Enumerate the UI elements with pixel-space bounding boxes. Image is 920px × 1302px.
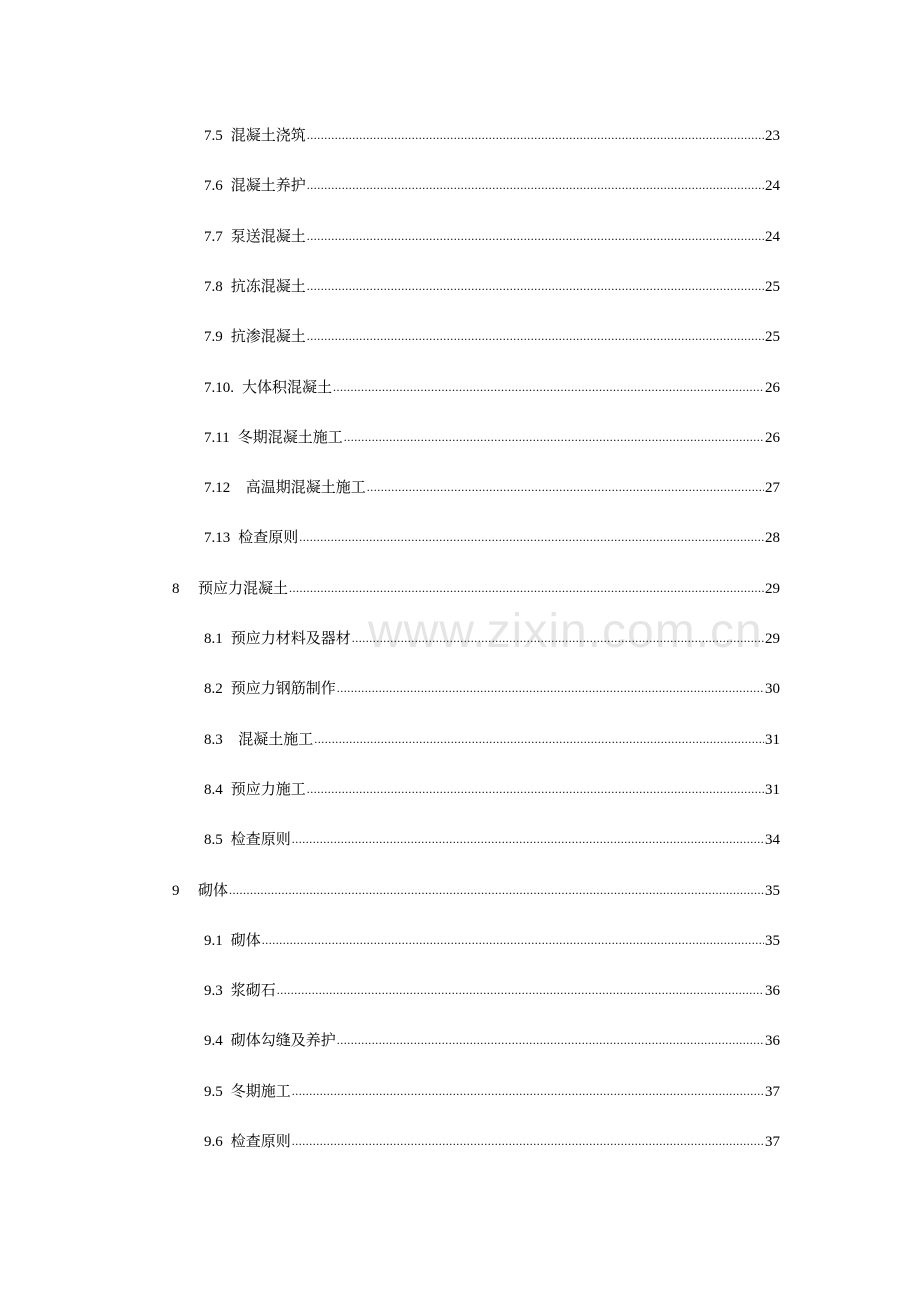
toc-entry-title: 泵送混凝土 bbox=[230, 228, 306, 245]
toc-dot-leader bbox=[292, 827, 764, 851]
toc-dot-leader bbox=[277, 978, 764, 1002]
toc-entry-page-number: 37 bbox=[765, 1083, 780, 1100]
toc-entry-title: 大体积混凝土 bbox=[242, 379, 333, 396]
toc-dot-leader bbox=[292, 1129, 764, 1153]
toc-dot-leader bbox=[352, 626, 764, 650]
toc-entry-number: 7.13 bbox=[204, 530, 231, 547]
toc-entry-page-number: 31 bbox=[765, 731, 780, 748]
toc-dot-leader bbox=[307, 123, 764, 147]
toc-entry-number: 8 bbox=[172, 580, 180, 597]
toc-entry-page-number: 25 bbox=[765, 329, 780, 346]
toc-entry-number: 9.4 bbox=[204, 1033, 223, 1050]
toc-entry-title: 浆砌石 bbox=[230, 983, 276, 1000]
toc-entry[interactable] bbox=[204, 275, 780, 299]
toc-entry-title: 砌体 bbox=[198, 882, 229, 899]
toc-entry-page-number: 35 bbox=[765, 932, 780, 949]
toc-entry[interactable] bbox=[204, 426, 780, 450]
toc-entry-page-number: 23 bbox=[765, 128, 780, 144]
toc-entry-page-number: 37 bbox=[765, 1134, 780, 1150]
toc-entry-page-number: 29 bbox=[765, 631, 780, 647]
toc-entry-number: 8.5 bbox=[204, 832, 223, 849]
toc-dot-leader bbox=[314, 727, 764, 751]
toc-entry-page-number: 26 bbox=[765, 429, 780, 446]
toc-entry[interactable] bbox=[204, 325, 780, 349]
toc-dot-leader bbox=[307, 224, 764, 248]
toc-entry-page-number: 30 bbox=[765, 681, 780, 698]
toc-dot-leader bbox=[307, 324, 764, 348]
toc-entry-number: 9 bbox=[172, 882, 180, 899]
toc-entry-number: 9.1 bbox=[204, 932, 223, 949]
toc-entry-title: 砌体勾缝及养护 bbox=[230, 1033, 336, 1050]
toc-entry-number: 7.6 bbox=[204, 178, 223, 195]
toc-dot-leader bbox=[307, 274, 764, 298]
toc-dot-leader bbox=[337, 1028, 764, 1052]
toc-entry-number: 9.5 bbox=[204, 1083, 223, 1100]
toc-entry[interactable] bbox=[204, 1130, 780, 1154]
toc-entry-page-number: 28 bbox=[765, 530, 780, 547]
toc-entry-number: 7.9 bbox=[204, 329, 223, 346]
toc-entry[interactable] bbox=[172, 879, 780, 903]
toc-entry-number: 7.5 bbox=[204, 128, 223, 144]
toc-entry-title: 预应力钢筋制作 bbox=[230, 681, 336, 698]
toc-entry-number: 8.2 bbox=[204, 681, 223, 698]
toc-entry-title: 检查原则 bbox=[238, 530, 299, 547]
toc-dot-leader bbox=[299, 525, 764, 549]
toc-entry-title: 高温期混凝土施工 bbox=[238, 480, 366, 497]
toc-dot-leader bbox=[307, 173, 764, 197]
toc-entry[interactable] bbox=[204, 476, 780, 500]
toc-dot-leader bbox=[333, 375, 764, 399]
toc-entry[interactable] bbox=[204, 728, 780, 752]
toc-entry-title: 混凝土浇筑 bbox=[230, 128, 306, 144]
toc-dot-leader bbox=[262, 928, 764, 952]
toc-entry-number: 7.11 bbox=[204, 429, 230, 446]
toc-dot-leader bbox=[344, 425, 764, 449]
toc-entry-page-number: 35 bbox=[765, 882, 780, 899]
toc-entry[interactable] bbox=[204, 225, 780, 249]
toc-entry-title: 预应力混凝土 bbox=[198, 580, 289, 597]
toc-entry-page-number: 36 bbox=[765, 983, 780, 1000]
toc-entry-page-number: 34 bbox=[765, 832, 780, 849]
toc-entry[interactable] bbox=[204, 677, 780, 701]
toc-entry-title: 检查原则 bbox=[230, 1134, 291, 1150]
toc-entry-title: 预应力施工 bbox=[230, 781, 306, 798]
toc-entry-title: 混凝土养护 bbox=[230, 178, 306, 195]
toc-entry-title: 检查原则 bbox=[230, 832, 291, 849]
toc-entry[interactable] bbox=[204, 1029, 780, 1053]
toc-entry-page-number: 36 bbox=[765, 1033, 780, 1050]
toc-entry-number: 8.4 bbox=[204, 781, 223, 798]
toc-entry-number: 9.3 bbox=[204, 983, 223, 1000]
toc-dot-leader bbox=[337, 676, 764, 700]
toc-entry-number: 7.8 bbox=[204, 278, 223, 295]
toc-entry-page-number: 25 bbox=[765, 278, 780, 295]
toc-entry-title: 抗渗混凝土 bbox=[230, 329, 306, 346]
toc-entry-number: 8.3 bbox=[204, 731, 223, 748]
toc-entry-number: 7.7 bbox=[204, 228, 223, 245]
toc-entry-title: 混凝土施工 bbox=[230, 731, 314, 748]
toc-entry[interactable] bbox=[204, 979, 780, 1003]
toc-entry-number: 9.6 bbox=[204, 1134, 223, 1150]
toc-entry-title: 冬期混凝土施工 bbox=[237, 429, 343, 446]
toc-dot-leader bbox=[289, 576, 764, 600]
toc-entry-page-number: 29 bbox=[765, 580, 780, 597]
toc-entry-page-number: 31 bbox=[765, 781, 780, 798]
toc-entry-page-number: 27 bbox=[765, 480, 780, 497]
toc-entry-page-number: 24 bbox=[765, 178, 780, 195]
toc-entry-number: 7.10. bbox=[204, 379, 234, 396]
toc-entry-title: 抗冻混凝土 bbox=[230, 278, 306, 295]
toc-entry[interactable] bbox=[204, 778, 780, 802]
toc-entry-title: 预应力材料及器材 bbox=[230, 631, 351, 647]
toc-dot-leader bbox=[292, 1079, 764, 1103]
toc-entry-number: 7.12 bbox=[204, 480, 231, 497]
toc-entry-page-number: 24 bbox=[765, 228, 780, 245]
toc-entry-title: 砌体 bbox=[230, 932, 261, 949]
toc-entry[interactable] bbox=[204, 828, 780, 852]
toc-entry-title: 冬期施工 bbox=[230, 1083, 291, 1100]
toc-entry[interactable] bbox=[204, 1080, 780, 1104]
toc-entry-page-number: 26 bbox=[765, 379, 780, 396]
toc-entry[interactable] bbox=[204, 376, 780, 400]
toc-entry[interactable] bbox=[172, 577, 780, 601]
toc-entry[interactable] bbox=[204, 124, 780, 148]
watermark: www.zixin.com.cn bbox=[368, 605, 763, 658]
toc-entry[interactable] bbox=[204, 174, 780, 198]
toc-dot-leader bbox=[367, 475, 764, 499]
toc-entry[interactable] bbox=[204, 526, 780, 550]
toc-dot-leader bbox=[229, 878, 764, 902]
toc-entry[interactable] bbox=[204, 929, 780, 953]
toc-entry[interactable] bbox=[204, 627, 780, 651]
toc-dot-leader bbox=[307, 777, 764, 801]
toc-entry-number: 8.1 bbox=[204, 631, 223, 647]
